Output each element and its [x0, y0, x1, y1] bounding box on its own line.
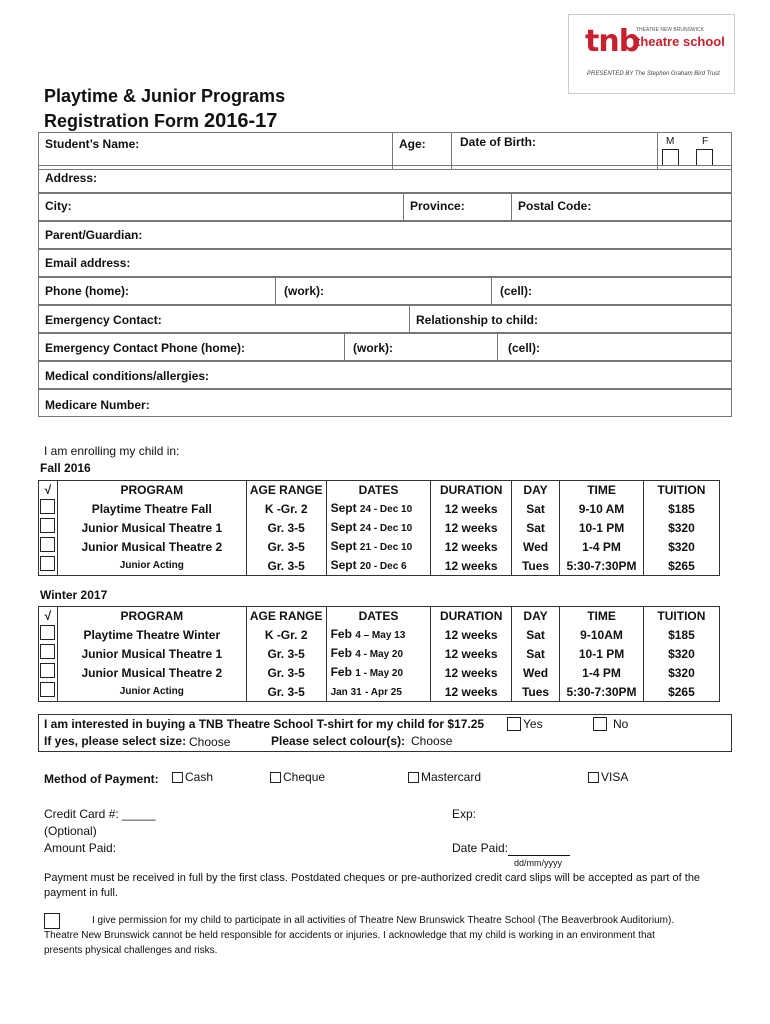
winter-duration: 12 weeks: [431, 682, 511, 702]
fall-date-start: Sept: [330, 519, 357, 534]
winter-day: Sat: [511, 625, 559, 644]
winter-tuition: $265: [643, 682, 719, 702]
date-paid-field[interactable]: [452, 841, 570, 856]
fall-tuition: $265: [643, 556, 719, 576]
male-checkbox[interactable]: [662, 149, 679, 166]
fall-age: Gr. 3-5: [246, 556, 326, 576]
tshirt-question: I am interested in buying a TNB Theatre School T-shirt for my child for $17.25: [44, 717, 485, 731]
fall-dates: [326, 556, 431, 576]
fall-day: Wed: [511, 537, 559, 556]
winter-program: Playtime Theatre Winter: [57, 625, 246, 644]
dob-cell[interactable]: [451, 133, 665, 169]
age-header: AGE RANGE: [246, 607, 326, 626]
winter-dates: [326, 682, 431, 702]
fall-time: 5:30-7:30PM: [560, 556, 644, 576]
email-label: Email address:: [45, 256, 131, 270]
male-label: M: [666, 136, 675, 147]
emergency-label: Emergency Contact:: [45, 313, 162, 327]
winter-day: Sat: [511, 644, 559, 663]
winter-table: [38, 606, 720, 702]
city-label: City:: [45, 199, 72, 213]
winter-tuition: $320: [643, 663, 719, 682]
dob-label: Date of Birth:: [460, 135, 536, 149]
permission-line2: Theatre New Brunswick cannot be held responsible for accidents or injuries. I acknowledge that my child is working in an environment that: [44, 930, 655, 941]
winter-date-range: 1 - May 20: [355, 667, 404, 679]
winter-age: Gr. 3-5: [246, 644, 326, 663]
row-medical[interactable]: [38, 361, 732, 389]
row-phone: [38, 277, 732, 305]
winter-row: [39, 625, 720, 644]
fall-program: Junior Musical Theatre 2: [57, 537, 246, 556]
winter-row: [39, 644, 720, 663]
time-header: TIME: [560, 607, 644, 626]
fall-row: [39, 499, 720, 518]
winter-tuition: $185: [643, 625, 719, 644]
medical-label: Medical conditions/allergies:: [45, 369, 210, 383]
form-year: 2016-17: [204, 110, 278, 132]
cash-label: Cash: [185, 770, 214, 784]
fall-dates: [326, 518, 431, 537]
enroll-intro: I am enrolling my child in:: [44, 444, 180, 458]
logo-sponsor: PRESENTED BY The Stephen Graham Bird Trust: [587, 71, 720, 77]
phone-cell-label: (cell):: [500, 284, 533, 298]
winter-row-checkbox[interactable]: [39, 625, 58, 644]
winter-time: 5:30-7:30PM: [560, 682, 644, 702]
mastercard-checkbox[interactable]: [408, 772, 419, 783]
relationship-label: Relationship to child:: [416, 313, 538, 327]
logo-tiny: THEATRE NEW BRUNSWICK: [636, 27, 704, 33]
fall-duration: 12 weeks: [431, 518, 511, 537]
cheque-label: Cheque: [283, 770, 326, 784]
size-label: If yes, please select size:: [44, 734, 187, 748]
tshirt-yes-checkbox[interactable]: [507, 717, 521, 731]
winter-dates: [326, 663, 431, 682]
pay-cheque[interactable]: [270, 770, 325, 784]
duration-header: DURATION: [431, 607, 511, 626]
colour-select[interactable]: Choose: [411, 734, 453, 748]
fall-time: 10-1 PM: [560, 518, 644, 537]
fall-duration: 12 weeks: [431, 537, 511, 556]
winter-program: Junior Musical Theatre 1: [57, 644, 246, 663]
fall-program: Junior Musical Theatre 1: [57, 518, 246, 537]
winter-duration: 12 weeks: [431, 644, 511, 663]
tshirt-no-checkbox[interactable]: [593, 717, 607, 731]
gender-cell: [657, 133, 733, 169]
fall-dates: [326, 537, 431, 556]
fall-program: Junior Acting: [57, 556, 246, 576]
colour-label: Please select colour(s):: [271, 734, 406, 748]
pay-visa[interactable]: [588, 770, 628, 784]
mastercard-label: Mastercard: [421, 770, 482, 784]
fall-date-start: Sept: [330, 538, 357, 553]
winter-row-checkbox[interactable]: [39, 644, 58, 663]
fall-duration: 12 weeks: [431, 556, 511, 576]
phone-cell-cell[interactable]: [491, 278, 733, 304]
winter-age: Gr. 3-5: [246, 682, 326, 702]
permission-checkbox[interactable]: [44, 913, 60, 929]
logo-school: theatre school: [636, 34, 725, 49]
fall-row: [39, 556, 720, 576]
date-format: dd/mm/yyyy: [514, 858, 563, 868]
program-header: PROGRAM: [57, 607, 246, 626]
emergency-work-label: (work):: [353, 341, 393, 355]
age-header: AGE RANGE: [246, 481, 326, 500]
medicare-label: Medicare Number:: [45, 398, 150, 412]
winter-time: 10-1 PM: [560, 644, 644, 663]
date-paid-line[interactable]: [508, 841, 570, 856]
row-city: [38, 193, 732, 221]
parent-label: Parent/Guardian:: [45, 228, 143, 242]
fall-tuition: $320: [643, 537, 719, 556]
check-header: √: [39, 481, 58, 500]
page-subtitle: [44, 110, 277, 133]
winter-time: 9-10AM: [560, 625, 644, 644]
phone-work-label: (work):: [284, 284, 324, 298]
fall-date-start: Sept: [330, 557, 357, 572]
permission-line3: presents physical challenges and risks.: [44, 945, 218, 956]
fall-day: Tues: [511, 556, 559, 576]
fall-row-checkbox[interactable]: [39, 537, 58, 556]
age-cell[interactable]: [392, 133, 452, 169]
winter-duration: 12 weeks: [431, 625, 511, 644]
fall-date-range: 20 - Dec 6: [359, 560, 407, 572]
check-header: √: [39, 607, 58, 626]
visa-label: VISA: [601, 770, 629, 784]
program-header: PROGRAM: [57, 481, 246, 500]
winter-heading: Winter 2017: [40, 588, 108, 602]
duration-header: DURATION: [431, 481, 511, 500]
payment-label: Method of Payment:: [44, 772, 159, 786]
winter-program: Junior Acting: [57, 682, 246, 702]
cash-checkbox[interactable]: [172, 772, 183, 783]
winter-row: [39, 663, 720, 682]
dates-header: DATES: [326, 481, 431, 500]
fall-tuition: $320: [643, 518, 719, 537]
winter-age: Gr. 3-5: [246, 663, 326, 682]
row-address[interactable]: [38, 165, 732, 193]
winter-date-start: Jan 31: [330, 686, 362, 698]
logo: [568, 14, 735, 94]
fall-age: Gr. 3-5: [246, 518, 326, 537]
relationship-cell[interactable]: [409, 306, 733, 332]
row-emergency-phone: [38, 333, 732, 361]
tuition-header: TUITION: [643, 607, 719, 626]
fall-date-start: Sept: [330, 500, 357, 515]
row-emergency: [38, 305, 732, 333]
fall-time: 1-4 PM: [560, 537, 644, 556]
tshirt-yes-label: Yes: [523, 717, 543, 731]
winter-program: Junior Musical Theatre 2: [57, 663, 246, 682]
student-name-label: Student’s Name:: [45, 137, 140, 151]
winter-row-checkbox[interactable]: [39, 682, 58, 702]
day-header: DAY: [511, 607, 559, 626]
fall-program: Playtime Theatre Fall: [57, 499, 246, 518]
date-paid-label: Date Paid:: [452, 841, 509, 855]
fall-header-row: [39, 481, 720, 500]
fall-year: 2016: [64, 461, 91, 475]
fall-row-checkbox[interactable]: [39, 499, 58, 518]
fall-row-checkbox[interactable]: [39, 556, 58, 576]
cheque-checkbox[interactable]: [270, 772, 281, 783]
form-title: Registration Form: [44, 111, 200, 131]
winter-row: [39, 682, 720, 702]
fall-tuition: $185: [643, 499, 719, 518]
fall-age: K -Gr. 2: [246, 499, 326, 518]
pay-mastercard[interactable]: [408, 770, 481, 784]
winter-time: 1-4 PM: [560, 663, 644, 682]
fall-heading: [40, 461, 91, 475]
payment-notice: Payment must be received in full by the first class. Postdated cheques or pre-authorized credit card slips will be accepted as part of the payment in full.: [44, 872, 701, 899]
fall-table: [38, 480, 720, 576]
emergency-cell-label: (cell):: [508, 341, 541, 355]
postal-cell[interactable]: [511, 194, 733, 220]
winter-dates: [326, 625, 431, 644]
credit-card-field[interactable]: Credit Card #: _____: [44, 807, 156, 821]
winter-tuition: $320: [643, 644, 719, 663]
female-label: F: [702, 136, 709, 147]
fall-row-checkbox[interactable]: [39, 518, 58, 537]
logo-brand: tnb: [585, 24, 640, 59]
female-checkbox[interactable]: [696, 149, 713, 166]
province-label: Province:: [410, 199, 465, 213]
phone-home-label: Phone (home):: [45, 284, 129, 298]
fall-duration: 12 weeks: [431, 499, 511, 518]
winter-row-checkbox[interactable]: [39, 663, 58, 682]
fall-dates: [326, 499, 431, 518]
winter-day: Tues: [511, 682, 559, 702]
winter-date-start: Feb: [330, 626, 352, 641]
province-cell[interactable]: [403, 194, 511, 220]
winter-date-start: Feb: [330, 645, 352, 660]
page-title: Playtime & Junior Programs: [44, 86, 286, 106]
fall-row: [39, 537, 720, 556]
winter-header-row: [39, 607, 720, 626]
tshirt-box: [38, 714, 732, 752]
fall-row: [39, 518, 720, 537]
fall-label: Fall: [40, 461, 61, 475]
day-header: DAY: [511, 481, 559, 500]
amount-paid-label: Amount Paid:: [44, 841, 117, 855]
pay-cash[interactable]: [172, 770, 213, 784]
fall-day: Sat: [511, 499, 559, 518]
emergency-work-cell[interactable]: [344, 334, 498, 360]
row-medicare[interactable]: [38, 389, 732, 417]
time-header: TIME: [560, 481, 644, 500]
winter-date-range: 4 – May 13: [355, 629, 406, 641]
address-label: Address:: [45, 171, 98, 185]
row-email[interactable]: [38, 249, 732, 277]
visa-checkbox[interactable]: [588, 772, 599, 783]
emergency-cell-cell[interactable]: [497, 334, 733, 360]
postal-label: Postal Code:: [518, 199, 592, 213]
fall-day: Sat: [511, 518, 559, 537]
fall-age: Gr. 3-5: [246, 537, 326, 556]
winter-date-range: - Apr 25: [365, 686, 402, 698]
winter-day: Wed: [511, 663, 559, 682]
age-label: Age:: [399, 137, 426, 151]
winter-age: K -Gr. 2: [246, 625, 326, 644]
winter-date-range: 4 - May 20: [355, 648, 404, 660]
size-select[interactable]: Choose: [189, 735, 231, 749]
winter-dates: [326, 644, 431, 663]
row-parent[interactable]: [38, 221, 732, 249]
exp-label: Exp:: [452, 807, 477, 821]
fall-date-range: 21 - Dec 10: [359, 541, 413, 553]
winter-duration: 12 weeks: [431, 663, 511, 682]
optional-note: (Optional): [44, 824, 97, 838]
tshirt-no-label: No: [613, 717, 629, 731]
tuition-header: TUITION: [643, 481, 719, 500]
permission-line1: I give permission for my child to participate in all activities of Theatre New Brunswick Theatre School (The Beaverbrook Auditorium).: [92, 915, 675, 926]
fall-time: 9-10 AM: [560, 499, 644, 518]
dates-header: DATES: [326, 607, 431, 626]
fall-date-range: 24 - Dec 10: [359, 522, 413, 534]
phone-work-cell[interactable]: [275, 278, 493, 304]
winter-date-start: Feb: [330, 664, 352, 679]
emergency-phone-label: Emergency Contact Phone (home):: [45, 341, 246, 355]
fall-date-range: 24 - Dec 10: [359, 503, 413, 515]
